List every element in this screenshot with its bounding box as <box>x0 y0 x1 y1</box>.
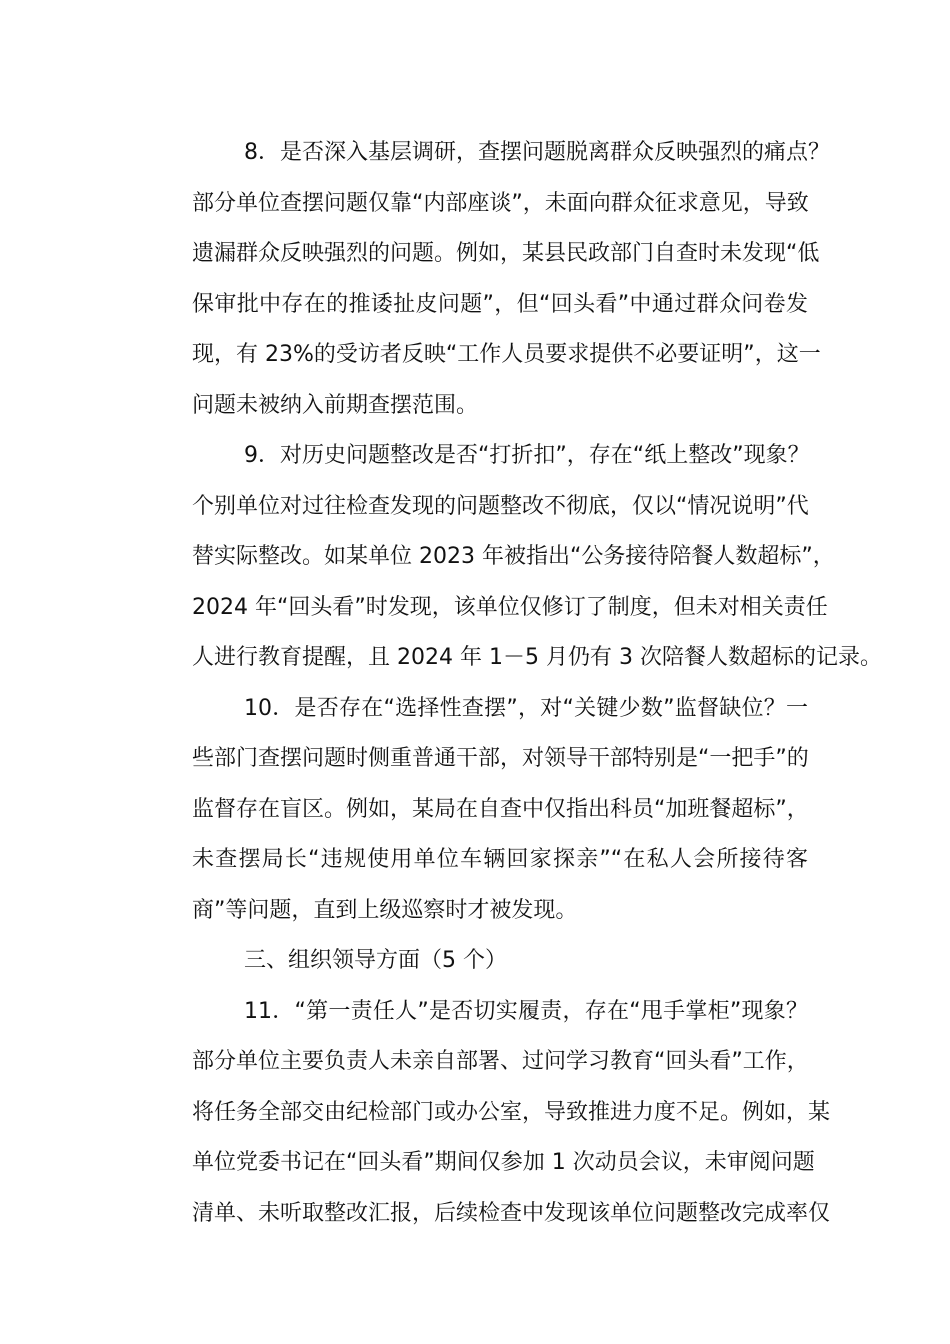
text-line: 监督存在盲区。例如，某局在自查中仅指出科员“加班餐超标”， <box>192 796 809 822</box>
text-line: 替实际整改。如某单位 2023 年被指出“公务接待陪餐人数超标”， <box>192 544 835 569</box>
text-line: 保审批中存在的推诿扯皮问题”，但“回头看”中通过群众问卷发 <box>192 291 808 317</box>
text-line: 人进行教育提醒，且 2024 年 1－5 月仍有 3 次陪餐人数超标的记录。 <box>192 645 882 670</box>
text-line: 清单、未听取整改汇报，后续检查中发现该单位问题整改完成率仅 <box>192 1200 831 1226</box>
text-line: 部分单位查摆问题仅靠“内部座谈”，未面向群众征求意见，导致 <box>192 190 809 216</box>
paragraph-item-8 <box>148 128 830 431</box>
text-line: 问题未被纳入前期查摆范围。 <box>192 392 479 418</box>
text-line: 单位党委书记在“回头看”期间仅参加 1 次动员会议，未审阅问题 <box>192 1150 815 1175</box>
paragraph-item-9 <box>148 431 882 684</box>
text-line: 遗漏群众反映强烈的问题。例如，某县民政部门自查时未发现“低 <box>192 241 820 266</box>
text-line: 现，有 23%的受访者反映“工作人员要求提供不必要证明”，这一 <box>192 342 821 367</box>
text-line: 2024 年“回头看”时发现，该单位仅修订了制度，但未对相关责任 <box>192 594 828 620</box>
text-line: 未查摆局长“违规使用单位车辆回家探亲”“在私人会所接待客 <box>192 847 808 872</box>
text-line: 部分单位主要负责人未亲自部署、过问学习教育“回头看”工作， <box>192 1049 809 1074</box>
text-line: 8．是否深入基层调研，查摆问题脱离群众反映强烈的痛点？ <box>244 140 830 165</box>
text-line: 10．是否存在“选择性查摆”，对“关键少数”监督缺位？一 <box>244 695 808 721</box>
text-line: 个别单位对过往检查发现的问题整改不彻底，仅以“情况说明”代 <box>192 493 809 519</box>
text-line: 9．对历史问题整改是否“打折扣”，存在“纸上整改”现象？ <box>244 443 810 468</box>
section-heading-organization <box>148 936 808 987</box>
text-line: 将任务全部交由纪检部门或办公室，导致推进力度不足。例如，某 <box>192 1099 831 1125</box>
section-heading: 三、组织领导方面（5 个） <box>244 948 507 973</box>
paragraph-item-10 <box>148 684 808 937</box>
text-line: 11．“第一责任人”是否切实履责，存在“甩手掌柜”现象？ <box>244 998 808 1024</box>
document-body <box>148 128 882 1239</box>
text-line: 些部门查摆问题时侧重普通干部，对领导干部特别是“一把手”的 <box>192 746 809 771</box>
text-line: 商”等问题，直到上级巡察时才被发现。 <box>192 897 578 923</box>
paragraph-item-11 <box>148 987 831 1240</box>
